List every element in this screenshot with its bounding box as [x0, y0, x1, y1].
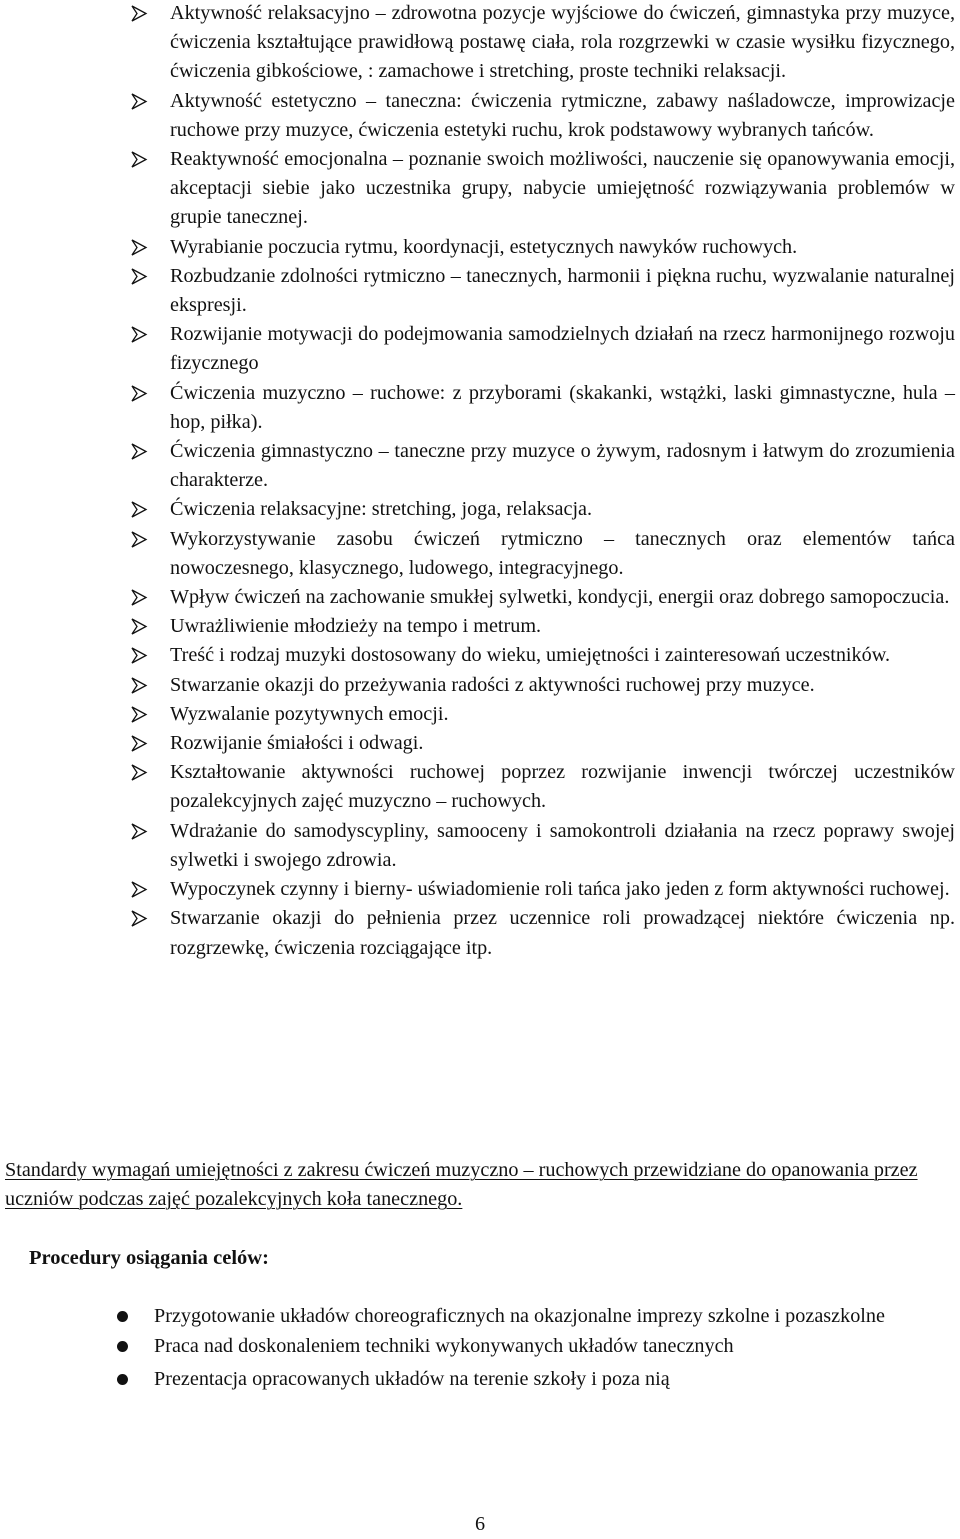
list-item-text: Aktywność relaksacyjno – zdrowotna pozycje wyjściowe do ćwiczeń, gimnastyka przy muzyce, ćwiczenia kształtujące prawidłową postawę ciała, rola rozgrzewki w czasie wysiłku fizycznego, ćwiczenia gibkościowe, : zamachowe i stretching, proste techniki relaksacji.: [170, 2, 955, 83]
list-item-text: Uwrażliwienie młodzieży na tempo i metrum.: [170, 615, 542, 638]
arrow-bullet-icon: [131, 531, 148, 548]
arrow-bullet-icon: [131, 326, 148, 343]
page-number: 6: [474, 1513, 486, 1535]
list-item-text: Rozwijanie motywacji do podejmowania samodzielnych działań na rzecz harmonijnego rozwoju fizycznego: [170, 323, 955, 375]
arrow-bullet-icon: [131, 677, 148, 694]
list-item-text: Stwarzanie okazji do pełnienia przez uczennice roli prowadzącej niektóre ćwiczenia np. rozgrzewkę, ćwiczenia rozciągające itp.: [170, 907, 955, 959]
arrow-bullet-icon: [131, 764, 148, 781]
list-item-text: Rozwijanie śmiałości i odwagi.: [170, 732, 424, 755]
list-item-text: Wykorzystywanie zasobu ćwiczeń rytmiczno – tanecznych oraz elementów tańca nowoczesnego, klasycznego, ludowego, integracyjnego.: [170, 527, 955, 579]
arrow-bullet-icon: [131, 501, 148, 518]
list-item: [0, 700, 960, 729]
bullet-list: [0, 1302, 960, 1395]
list-item: [0, 379, 960, 437]
list-item-text: Rozbudzanie zdolności rytmiczno – tanecznych, harmonii i piękna ruchu, wyzwalanie naturalnej ekspresji.: [170, 264, 955, 317]
arrow-bullet-icon: [131, 735, 148, 752]
round-bullet-icon: [117, 1341, 128, 1352]
list-item: [0, 1365, 960, 1394]
list-item-text: Wyrabianie poczucia rytmu, koordynacji, estetycznych nawyków ruchowych.: [170, 235, 798, 258]
list-item: [0, 817, 960, 875]
arrow-bullet-icon: [131, 910, 148, 927]
list-item-text: Aktywność estetyczno – taneczna: ćwiczenia rytmiczne, zabawy naśladowcze, improwizacje ruchowe przy muzyce, ćwiczenia estetyki ruchu, krok podstawowy wybranych tańców.: [170, 89, 955, 141]
arrow-bullet-icon: [131, 93, 148, 110]
arrow-bullet-icon: [131, 385, 148, 402]
arrow-bullet-icon: [131, 239, 148, 256]
list-item-text: Treść i rodzaj muzyki dostosowany do wieku, umiejętności i zainteresowań uczestników.: [170, 644, 891, 667]
procedures-heading: Procedury osiągania celów:: [29, 1247, 269, 1269]
list-item-text: Reaktywność emocjonalna – poznanie swoich możliwości, nauczenie się opanowywania emocji, akceptacji siebie jako uczestnika grupy, nabycie umiejętność rozwiązywania problemów w grupie tanecznej.: [170, 148, 955, 229]
list-item-text: Wypoczynek czynny i bierny- uświadomienie roli tańca jako jeden z form aktywności ruchowej.: [170, 878, 950, 901]
standards-paragraph: Standardy wymagań umiejętności z zakresu ćwiczeń muzyczno – ruchowych przewidziane do opanowania przez uczniów podczas zajęć pozalekcyjnych koła tanecznego.: [5, 1159, 918, 1210]
list-item: [0, 1302, 960, 1331]
list-item: [0, 875, 960, 904]
list-item: [0, 758, 960, 816]
list-item: [0, 87, 960, 145]
list-item: [0, 671, 960, 700]
arrow-bullet-icon: [131, 647, 148, 664]
arrow-bullet-icon: [131, 5, 148, 22]
round-bullet-icon: [117, 1311, 128, 1322]
list-item-text: Ćwiczenia muzyczno – ruchowe: z przyborami (skakanki, wstążki, laski gimnastyczne, hula – hop, piłka).: [170, 381, 955, 433]
list-item-text: Wpływ ćwiczeń na zachowanie smukłej sylwetki, kondycji, energii oraz dobrego samopoczucia.: [170, 586, 950, 609]
list-item-text: Prezentacja opracowanych układów na terenie szkoły i poza nią: [154, 1368, 670, 1391]
list-item: [0, 262, 960, 320]
list-item: [0, 145, 960, 233]
arrow-bullet-icon: [131, 823, 148, 840]
arrow-bullet-icon: [131, 706, 148, 723]
arrow-bullet-icon: [131, 618, 148, 635]
arrow-bullet-icon: [131, 268, 148, 285]
list-item: [0, 641, 960, 670]
list-item-text: Wyzwalanie pozytywnych emocji.: [170, 702, 449, 725]
list-item: [0, 437, 960, 495]
list-item-text: Przygotowanie układów choreograficznych na okazjonalne imprezy szkolne i pozaszkolne: [154, 1305, 885, 1327]
list-item-text: Praca nad doskonaleniem techniki wykonywanych układów tanecznych: [154, 1335, 734, 1358]
list-item-text: Ćwiczenia relaksacyjne: stretching, joga, relaksacja.: [170, 498, 593, 521]
list-item: [0, 583, 960, 612]
list-item: [0, 612, 960, 641]
list-item-text: Kształtowanie aktywności ruchowej poprzez rozwijanie inwencji twórczej uczestników pozalekcyjnych zajęć muzyczno – ruchowych.: [170, 761, 955, 813]
list-item: [0, 495, 960, 524]
list-item: [0, 1332, 960, 1361]
list-item-text: Ćwiczenia gimnastyczno – taneczne przy muzyce o żywym, radosnym i łatwym do zrozumienia charakterze.: [170, 440, 955, 492]
list-item: [0, 0, 960, 87]
list-item: [0, 904, 960, 962]
list-item: [0, 729, 960, 758]
arrow-bullet-icon: [131, 881, 148, 898]
list-item: [0, 525, 960, 583]
arrow-bullet-icon: [131, 589, 148, 606]
arrow-bullet-icon: [131, 443, 148, 460]
list-item: [0, 320, 960, 378]
list-item-text: Stwarzanie okazji do przeżywania radości z aktywności ruchowej przy muzyce.: [170, 673, 815, 696]
round-bullet-icon: [117, 1374, 128, 1385]
arrow-bullet-icon: [131, 151, 148, 168]
list-item-text: Wdrażanie do samodyscypliny, samooceny i samokontroli działania na rzecz poprawy swojej sylwetki i swojego zdrowia.: [170, 819, 955, 871]
list-item: [0, 233, 960, 262]
